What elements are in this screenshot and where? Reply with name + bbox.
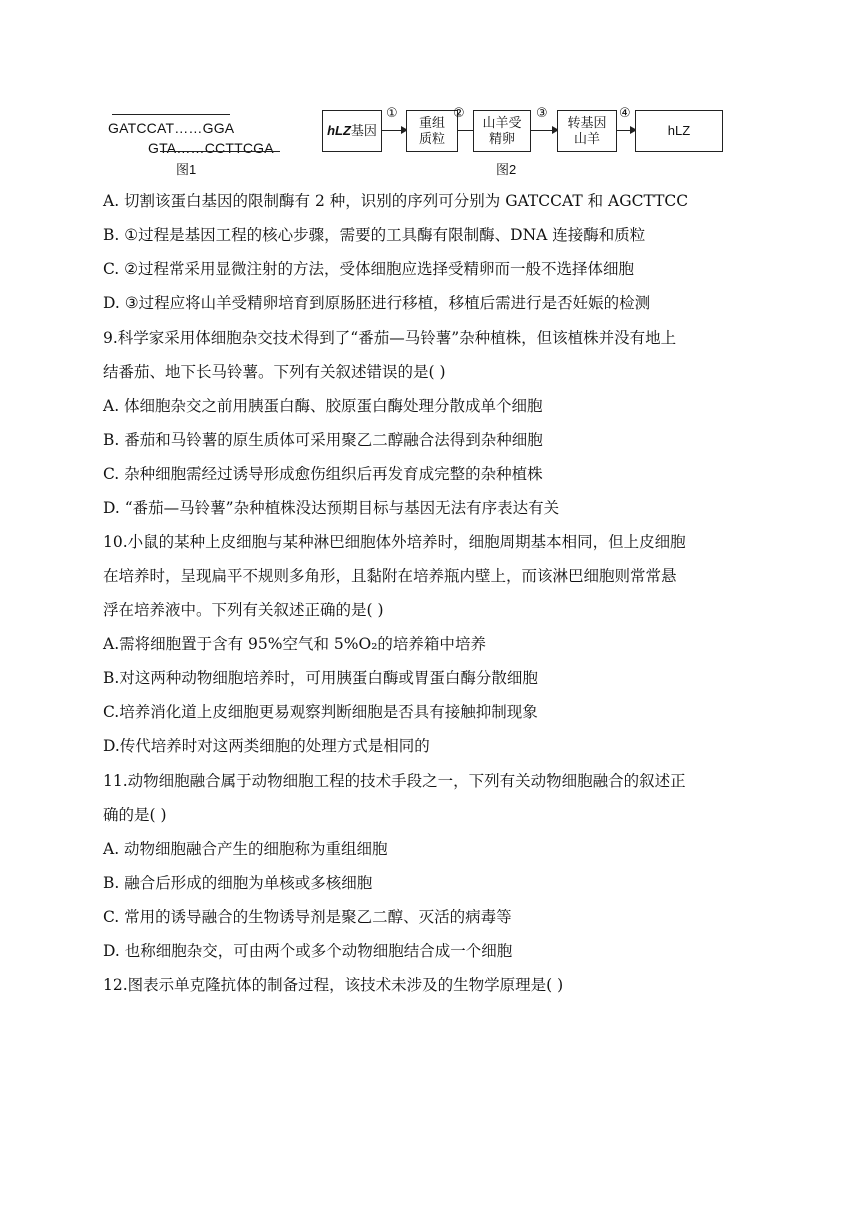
text-line: C. ②过程常采用显微注射的方法，受体细胞应选择受精卵而一般不选择体细胞 bbox=[103, 260, 635, 278]
step-3-label: ③ bbox=[536, 106, 548, 121]
text-line: 在培养时，呈现扁平不规则多角形，且黏附在培养瓶内壁上，而该淋巴细胞则常常悬 bbox=[103, 567, 677, 585]
flow-box-hlz-protein bbox=[635, 110, 723, 152]
text-line: A.需将细胞置于含有 95%空气和 5%O₂的培养箱中培养 bbox=[103, 635, 486, 653]
flow-box-recombinant-plasmid bbox=[406, 110, 458, 152]
text-line: A. 动物细胞融合产生的细胞称为重组细胞 bbox=[103, 840, 388, 858]
figure-1-caption: 图1 bbox=[176, 162, 197, 177]
text-line: B.对这两种动物细胞培养时，可用胰蛋白酶或胃蛋白酶分散细胞 bbox=[103, 669, 538, 687]
sequence-bottom: GTA……CCTTCGA bbox=[148, 140, 274, 156]
dna-strand-bottom-line bbox=[160, 151, 280, 152]
text-line: D. 也称细胞杂交，可由两个或多个动物细胞结合成一个细胞 bbox=[103, 942, 513, 960]
figure-2-caption: 图2 bbox=[496, 162, 517, 177]
flow-box-label: hLZ基因 bbox=[327, 123, 377, 138]
flow-box-label: 山羊受 精卵 bbox=[482, 115, 522, 146]
text-line: 11.动物细胞融合属于动物细胞工程的技术手段之一，下列有关动物细胞融合的叙述正 bbox=[103, 772, 686, 790]
arrow-icon bbox=[531, 130, 557, 131]
step-1-label: ① bbox=[386, 106, 398, 121]
text-line: 12.图表示单克隆抗体的制备过程，该技术未涉及的生物学原理是( ) bbox=[103, 976, 564, 994]
figure-1 bbox=[108, 104, 288, 177]
text-line: 10.小鼠的某种上皮细胞与某种淋巴细胞体外培养时，细胞周期基本相同，但上皮细胞 bbox=[103, 533, 686, 551]
text-line: C.培养消化道上皮细胞更易观察判断细胞是否具有接触抑制现象 bbox=[103, 703, 538, 721]
step-4-label: ④ bbox=[619, 106, 631, 121]
text-line: D. ③过程应将山羊受精卵培育到原肠胚进行移植，移植后需进行是否妊娠的检测 bbox=[103, 294, 651, 312]
flow-box-transgenic-goat bbox=[557, 110, 617, 152]
text-line: 浮在培养液中。下列有关叙述正确的是( ) bbox=[103, 601, 384, 619]
text-line: 9.科学家采用体细胞杂交技术得到了“番茄—马铃薯”杂种植株，但该植株并没有地上 bbox=[103, 329, 677, 347]
text-line: A. 体细胞杂交之前用胰蛋白酶、胶原蛋白酶处理分散成单个细胞 bbox=[103, 397, 543, 415]
flow-box-label: 转基因 山羊 bbox=[567, 115, 607, 146]
text-line: A. 切割该蛋白基因的限制酶有 2 种，识别的序列可分别为 GATCCAT 和 AGCTTCC bbox=[103, 192, 689, 210]
sequence-top: GATCCAT……GGA bbox=[108, 120, 235, 136]
dna-strand-top-line bbox=[112, 114, 230, 115]
text-line: B. 番茄和马铃薯的原生质体可采用聚乙二醇融合法得到杂种细胞 bbox=[103, 431, 543, 449]
text-line: C. 杂种细胞需经过诱导形成愈伤组织后再发育成完整的杂种植株 bbox=[103, 465, 543, 483]
text-line: 确的是( ) bbox=[103, 806, 167, 824]
arrow-icon bbox=[617, 130, 635, 131]
step-2-label: ② bbox=[453, 106, 465, 121]
flow-box-goat-zygote bbox=[473, 110, 531, 152]
text-line: C. 常用的诱导融合的生物诱导剂是聚乙二醇、灭活的病毒等 bbox=[103, 908, 512, 926]
text-line: 结番茄、地下长马铃薯。下列有关叙述错误的是( ) bbox=[103, 363, 446, 381]
text-line: D.传代培养时对这两类细胞的处理方式是相同的 bbox=[103, 737, 430, 755]
text-line: B. 融合后形成的细胞为单核或多核细胞 bbox=[103, 874, 373, 892]
text-line: B. ①过程是基因工程的核心步骤，需要的工具酶有限制酶、DNA 连接酶和质粒 bbox=[103, 226, 646, 244]
text-line: D. “番茄—马铃薯”杂种植株没达预期目标与基因无法有序表达有关 bbox=[103, 499, 560, 517]
flow-box-label: hLZ bbox=[667, 123, 691, 138]
flow-box-label: 重组 质粒 bbox=[418, 115, 445, 146]
figure-2 bbox=[322, 104, 726, 176]
arrow-icon bbox=[382, 130, 406, 131]
flow-box-hlz-gene bbox=[322, 110, 382, 152]
